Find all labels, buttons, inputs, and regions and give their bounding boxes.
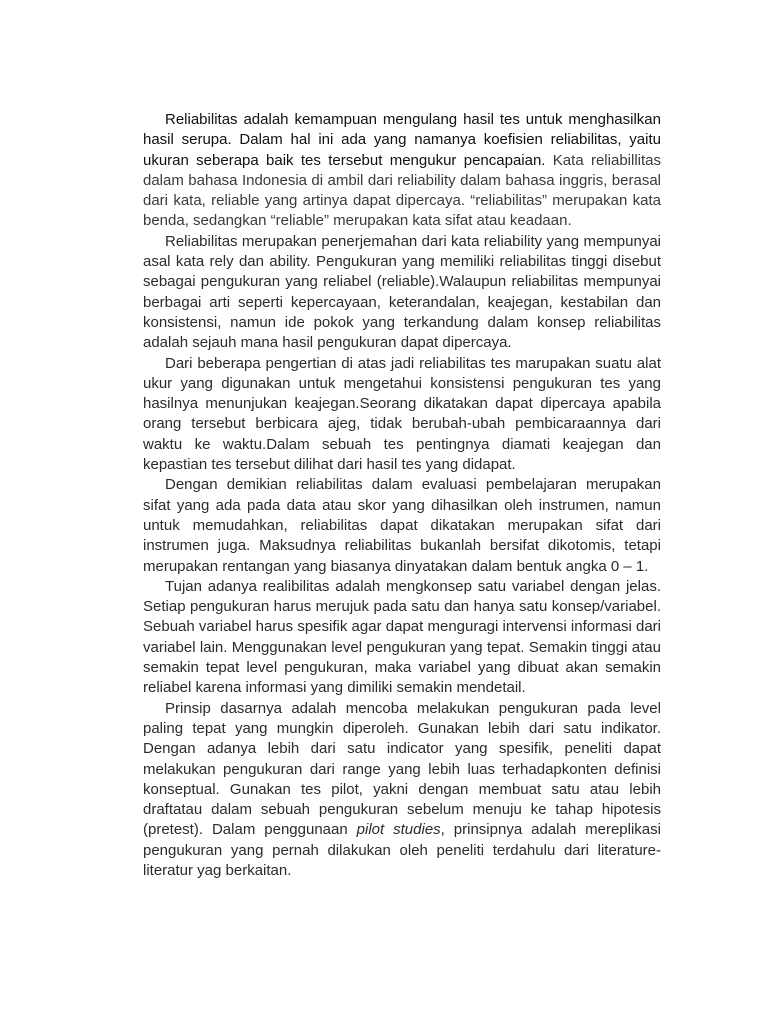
paragraph-1-lead: Reliabilitas adalah kemampuan mengulang hasil tes untuk menghasilkan hasil serupa. Dalam hal ini ada yang namanya koefisien reliabilitas, yaitu ukuran seberapa baik tes tersebut mengukur pencapaian.: [143, 111, 661, 169]
paragraph-3: Dari beberapa pengertian di atas jadi reliabilitas tes marupakan suatu alat ukur yang digunakan untuk mengetahui konsistensi pengukuran tes yang hasilnya menunjukan keajegan.Seorang dikatakan dapat dipercaya apabila orang tersebut berbicara ajeg, tidak berubah-ubah pembicaraannya dari waktu ke waktu.Dalam sebuah tes pentingnya diamati keajegan dan kepastian tes tersebut dilihat dari hasil tes yang didapat.: [143, 354, 661, 474]
paragraph-6-before: Prinsip dasarnya adalah mencoba melakukan pengukuran pada level paling tepat yang mungkin diperoleh. Gunakan lebih dari satu indikator. Dengan adanya lebih dari satu indicator yang spesifik, peneliti dapat melakukan pengukuran dari range yang lebih luas terhadapkonten definisi konseptual. Gunakan tes pilot, yakni dengan membuat satu atau lebih draftatau dalam sebuah pengukuran sebelum menuju ke tahap hipotesis (pretest). Dalam penggunaan: [143, 699, 661, 839]
paragraph-5: Tujan adanya realibilitas adalah mengkonsep satu variabel dengan jelas. Setiap pengukuran harus merujuk pada satu dan hanya satu konsep/variabel. Sebuah variabel harus spesifik agar dapat menguragi intervensi informasi dari variabel lain. Menggunakan level pengukuran yang tepat. Semakin tinggi atau semakin tepat level pengukuran, maka variabel yang dibuat akan semakin reliabel karena informasi yang dimiliki semakin mendetail.: [143, 577, 661, 697]
paragraph-2: Reliabilitas merupakan penerjemahan dari kata reliability yang mempunyai asal kata rely dan ability. Pengukuran yang memiliki reliabilitas tinggi disebut sebagai pengukuran yang reliabel (reliable).Walaupun reliabilitas mempunyai berbagai arti seperti kepercayaan, keterandalan, keajegan, kestabilan dan konsistensi, namun ide pokok yang terkandung dalam konsep reliabilitas adalah sejauh mana hasil pengukuran dapat dipercaya.: [143, 232, 661, 352]
paragraph-6: [143, 699, 661, 882]
paragraph-1-rest: Kata reliabillitas dalam bahasa Indonesia di ambil dari reliability dalam bahasa inggris, berasal dari kata, reliable yang artinya dapat dipercaya. “reliabilitas” merupakan kata benda, sedangkan “reliable” merupakan kata sifat atau keadaan.: [143, 151, 661, 230]
document-body: [143, 110, 661, 881]
paragraph-1: [143, 110, 661, 232]
paragraph-6-italic: pilot studies: [356, 821, 441, 839]
paragraph-6-after: , prinsipnya adalah mereplikasi pengukuran yang pernah dilakukan oleh peneliti terdahulu dari literature-literatur yag berkaitan.: [143, 821, 661, 879]
paragraph-4: Dengan demikian reliabilitas dalam evaluasi pembelajaran merupakan sifat yang ada pada data atau skor yang dihasilkan oleh instrumen, namun untuk memudahkan, reliabilitas dapat dikatakan merupakan sifat dari instrumen juga. Maksudnya reliabilitas bukanlah bersifat dikotomis, tetapi merupakan rentangan yang biasanya dinyatakan dalam bentuk angka 0 – 1.: [143, 476, 661, 575]
